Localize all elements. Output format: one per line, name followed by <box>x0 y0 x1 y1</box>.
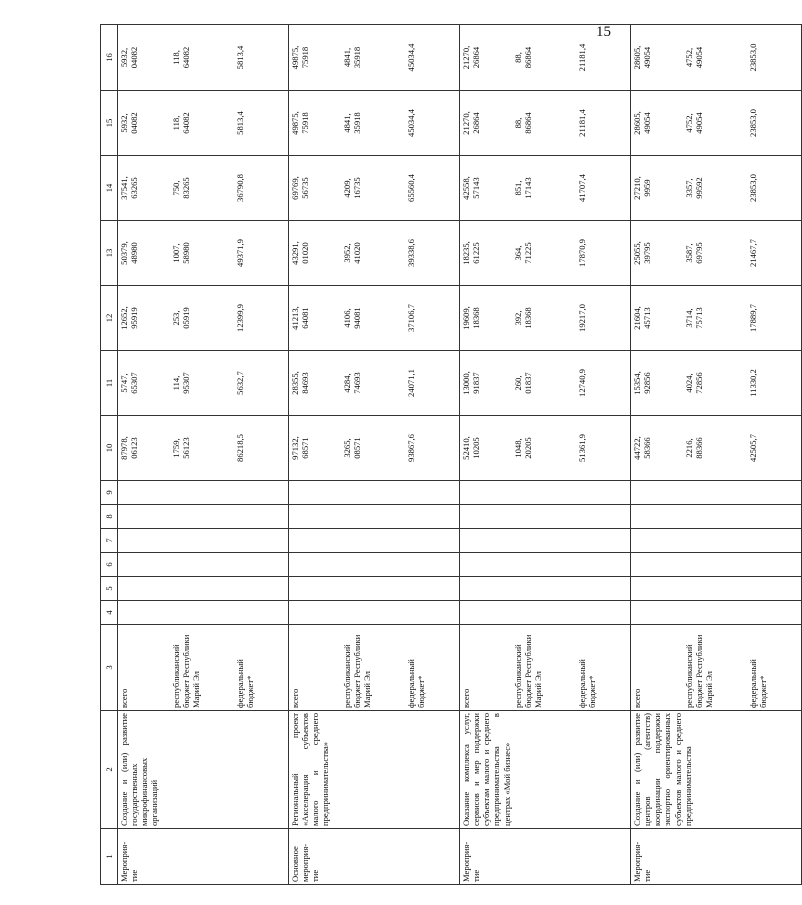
value: 28605, 49054 <box>632 45 653 70</box>
value-cell <box>118 156 289 221</box>
row-name: Создание и (или) развитие центров (агентств) координации поддержки экспортно ориентированных субъектов малого и среднего предпринимательства <box>631 711 802 829</box>
table-row <box>460 25 631 885</box>
value: 23853,0 <box>748 109 758 137</box>
empty-cell <box>631 505 802 529</box>
table-row <box>631 25 802 885</box>
column-header: 2 <box>101 711 118 829</box>
value: 51361,9 <box>577 434 587 462</box>
column-header: 12 <box>101 286 118 351</box>
value: 21181,4 <box>577 109 587 137</box>
empty-cell <box>289 529 460 553</box>
value: 3952, 41020 <box>342 242 363 264</box>
value: 5932, 04082 <box>119 46 140 69</box>
funding-source: федеральный бюджет* <box>577 659 598 708</box>
funding-sources <box>289 625 460 711</box>
column-header: 11 <box>101 351 118 416</box>
empty-cell <box>118 481 289 505</box>
column-header: 8 <box>101 505 118 529</box>
value: 19217,0 <box>577 304 587 332</box>
funding-source: республиканский бюджет Республики Марий Эл <box>342 634 373 708</box>
column-header: 1 <box>101 829 118 885</box>
column-header: 15 <box>101 91 118 156</box>
value: 21181,4 <box>577 43 587 72</box>
value: 5632,7 <box>235 371 245 395</box>
empty-cell <box>460 481 631 505</box>
row-kind: Мероприя- тие <box>460 829 631 885</box>
value-cell <box>289 221 460 286</box>
empty-cell <box>118 505 289 529</box>
value: 3265, 08571 <box>342 437 363 459</box>
empty-cell <box>289 601 460 625</box>
rotated-table-container <box>100 25 769 885</box>
value-cell <box>118 221 289 286</box>
value-cell <box>289 156 460 221</box>
empty-cell <box>631 553 802 577</box>
value: 23853,0 <box>748 174 758 202</box>
funding-source: всего <box>119 688 129 708</box>
column-header: 14 <box>101 156 118 221</box>
funding-source: республиканский бюджет Республики Марий Эл <box>684 634 715 708</box>
value: 42558, 57143 <box>461 176 482 200</box>
budget-table <box>100 24 802 885</box>
value: 21467,7 <box>748 239 758 267</box>
value: 86218,5 <box>235 434 245 462</box>
value-cell <box>118 286 289 351</box>
value: 21270, 26864 <box>461 111 482 135</box>
value-cell <box>460 156 631 221</box>
row-name: Создание и (или) развитие государственных микрофинансовых организаций <box>118 711 289 829</box>
value: 39338,6 <box>406 239 416 267</box>
value: 364, 71225 <box>513 242 534 264</box>
value: 49875, 75918 <box>290 111 311 135</box>
value: 45034,4 <box>406 43 416 72</box>
value-cell <box>289 416 460 481</box>
value: 43291, 01020 <box>290 241 311 265</box>
value: 88, 86864 <box>513 112 534 134</box>
value: 45034,4 <box>406 109 416 137</box>
value: 23853,0 <box>748 43 758 72</box>
empty-cell <box>118 529 289 553</box>
row-kind: Мероприя- тие <box>118 829 289 885</box>
header-row <box>101 25 118 885</box>
row-name: Региональный проект «Акселерация субъектов малого и среднего предпринимательства» <box>289 711 460 829</box>
value: 13000, 91837 <box>461 371 482 395</box>
value: 1007, 58980 <box>171 242 192 264</box>
empty-cell <box>631 529 802 553</box>
value: 50379, 48980 <box>119 241 140 265</box>
value: 42505,7 <box>748 434 758 462</box>
value: 27210, 9959 <box>632 176 653 200</box>
value: 18235, 61225 <box>461 241 482 265</box>
value: 260, 01837 <box>513 372 534 394</box>
value-cell <box>460 221 631 286</box>
table-row <box>289 25 460 885</box>
value: 4841, 35918 <box>342 46 363 69</box>
empty-cell <box>289 505 460 529</box>
value: 1048, 20205 <box>513 437 534 459</box>
value: 41213, 64081 <box>290 306 311 330</box>
value: 87978, 06123 <box>119 436 140 460</box>
value: 3714, 75713 <box>684 307 705 329</box>
funding-sources <box>631 625 802 711</box>
value: 44722, 58366 <box>632 436 653 460</box>
funding-source: всего <box>461 688 471 708</box>
value-cell <box>118 91 289 156</box>
empty-cell <box>631 601 802 625</box>
value-cell <box>118 351 289 416</box>
empty-cell <box>289 577 460 601</box>
value-cell <box>631 91 802 156</box>
value: 11330,2 <box>748 369 758 397</box>
row-name: Оказание комплекса услуг, сервисов и мер поддержки субъектам малого и среднего предпринимательства в центрах «Мой бизнес» <box>460 711 631 829</box>
empty-cell <box>289 553 460 577</box>
value-cell <box>460 286 631 351</box>
value-cell <box>631 25 802 91</box>
value: 4752, 49054 <box>684 112 705 134</box>
column-header: 13 <box>101 221 118 286</box>
empty-cell <box>460 553 631 577</box>
value: 2216, 88366 <box>684 437 705 459</box>
funding-sources <box>118 625 289 711</box>
value: 88, 86864 <box>513 46 534 69</box>
column-header: 6 <box>101 553 118 577</box>
value-cell <box>460 25 631 91</box>
value: 118, 64082 <box>171 112 192 134</box>
page-number: 15 <box>596 24 611 40</box>
empty-cell <box>460 505 631 529</box>
value-cell <box>289 25 460 91</box>
empty-cell <box>118 601 289 625</box>
value-cell <box>631 156 802 221</box>
empty-cell <box>289 481 460 505</box>
value: 15354, 92856 <box>632 371 653 395</box>
value: 851, 17143 <box>513 177 534 199</box>
value-cell <box>118 25 289 91</box>
table-body <box>118 25 802 885</box>
column-header: 10 <box>101 416 118 481</box>
value: 93867,6 <box>406 434 416 462</box>
value-cell <box>460 351 631 416</box>
table-row <box>118 25 289 885</box>
value-cell <box>631 286 802 351</box>
funding-source: всего <box>632 688 642 708</box>
value-cell <box>631 351 802 416</box>
value: 49371,9 <box>235 239 245 267</box>
value: 37106,7 <box>406 304 416 332</box>
value: 4024, 72856 <box>684 372 705 394</box>
value: 3587, 69795 <box>684 242 705 264</box>
value: 69769, 56735 <box>290 176 311 200</box>
value-cell <box>118 416 289 481</box>
value: 24071,1 <box>406 369 416 397</box>
value: 17889,7 <box>748 304 758 332</box>
value: 28355, 84693 <box>290 371 311 395</box>
value-cell <box>460 416 631 481</box>
value: 36790,8 <box>235 174 245 202</box>
column-header: 3 <box>101 625 118 711</box>
value: 17870,9 <box>577 239 587 267</box>
value: 52410, 10205 <box>461 436 482 460</box>
empty-cell <box>460 529 631 553</box>
value-cell <box>631 416 802 481</box>
value: 114, 95307 <box>171 372 192 394</box>
column-header: 7 <box>101 529 118 553</box>
value: 3357, 99592 <box>684 177 705 199</box>
value: 4284, 74693 <box>342 372 363 394</box>
empty-cell <box>631 481 802 505</box>
value: 12740,9 <box>577 369 587 397</box>
value: 5747, 65307 <box>119 372 140 394</box>
value: 392, 18368 <box>513 307 534 329</box>
empty-cell <box>460 577 631 601</box>
funding-source: всего <box>290 688 300 708</box>
value: 253, 05919 <box>171 307 192 329</box>
column-header: 5 <box>101 577 118 601</box>
funding-sources <box>460 625 631 711</box>
value: 4752, 49054 <box>684 46 705 69</box>
value: 49875, 75918 <box>290 45 311 70</box>
value-cell <box>289 286 460 351</box>
value: 5932, 04082 <box>119 112 140 134</box>
funding-source: федеральный бюджет* <box>235 659 256 708</box>
value: 25055, 39795 <box>632 241 653 265</box>
value: 28605, 49054 <box>632 111 653 135</box>
column-header: 16 <box>101 25 118 91</box>
empty-cell <box>631 577 802 601</box>
value: 4106, 94081 <box>342 307 363 329</box>
value-cell <box>289 91 460 156</box>
row-kind: Мероприя- тие <box>631 829 802 885</box>
value: 12652, 95919 <box>119 306 140 330</box>
value: 118, 64082 <box>171 46 192 69</box>
empty-cell <box>118 553 289 577</box>
value: 4841, 35918 <box>342 112 363 134</box>
value: 1759, 56123 <box>171 437 192 459</box>
value: 97132, 68571 <box>290 436 311 460</box>
value: 12399,9 <box>235 304 245 332</box>
value-cell <box>631 221 802 286</box>
funding-source: республиканский бюджет Республики Марий Эл <box>513 634 544 708</box>
value-cell <box>460 91 631 156</box>
value: 4209, 16735 <box>342 177 363 199</box>
column-header: 9 <box>101 481 118 505</box>
value: 41707,4 <box>577 174 587 202</box>
value: 5813,4 <box>235 111 245 135</box>
value: 37541, 63265 <box>119 176 140 200</box>
funding-source: республиканский бюджет Республики Марий Эл <box>171 634 202 708</box>
value: 750, 83265 <box>171 177 192 199</box>
value-cell <box>289 351 460 416</box>
row-kind: Основное мероприя- тие <box>289 829 460 885</box>
value: 21604, 45713 <box>632 306 653 330</box>
funding-source: федеральный бюджет* <box>406 659 427 708</box>
column-header: 4 <box>101 601 118 625</box>
empty-cell <box>460 601 631 625</box>
value: 5813,4 <box>235 45 245 70</box>
value: 65560,4 <box>406 174 416 202</box>
funding-source: федеральный бюджет* <box>748 659 769 708</box>
value: 21270, 26864 <box>461 45 482 70</box>
value: 19609, 18368 <box>461 306 482 330</box>
empty-cell <box>118 577 289 601</box>
